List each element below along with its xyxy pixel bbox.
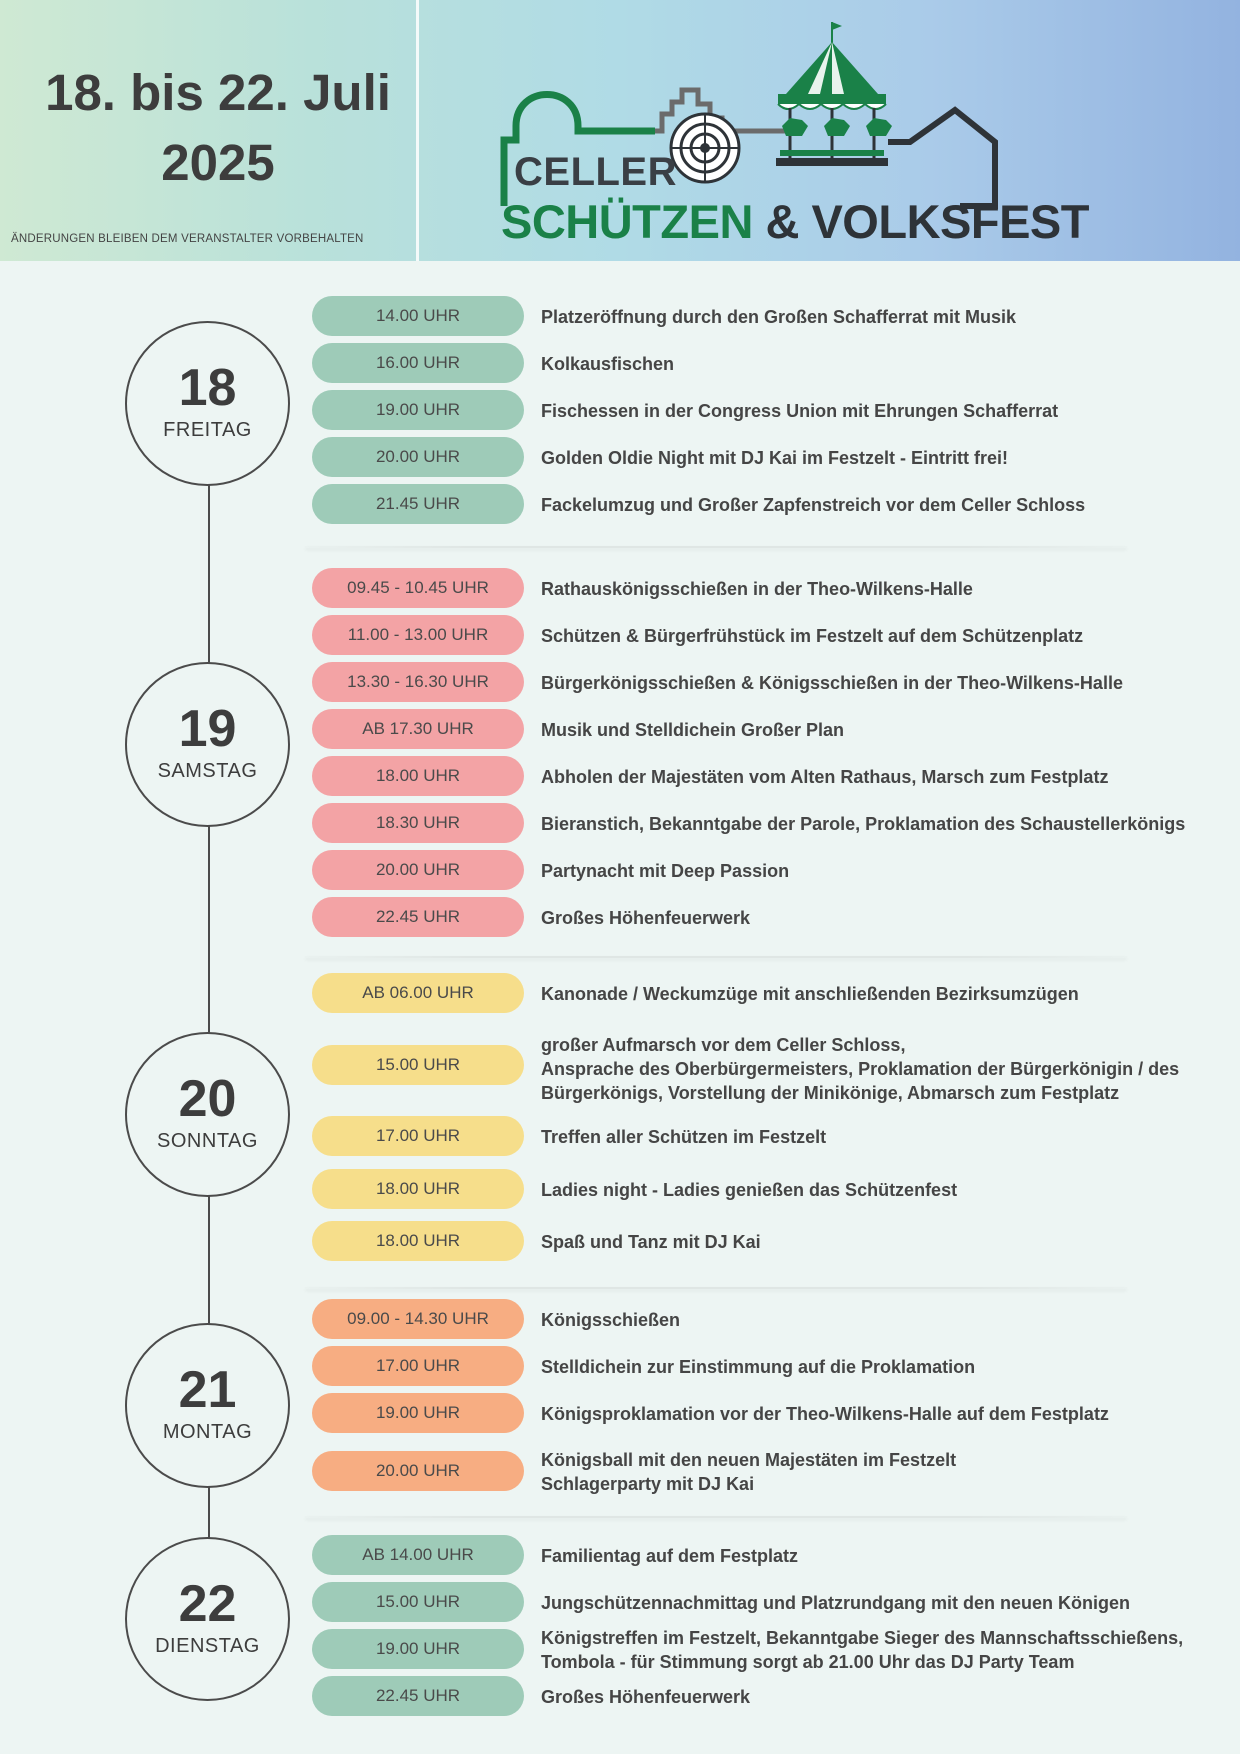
event-row bbox=[312, 1629, 1212, 1671]
time-pill: 18.00 UHR bbox=[312, 1221, 524, 1261]
event-row bbox=[312, 897, 1212, 939]
event-description-line: Königsball mit den neuen Majestäten im Festzelt bbox=[541, 1450, 957, 1470]
event-description: Bieranstich, Bekanntgabe der Parole, Proklamation des Schaustellerkönigs bbox=[541, 814, 1186, 834]
day-number: 20 bbox=[178, 1070, 237, 1128]
section-divider bbox=[305, 956, 1127, 958]
event-description: Bürgerkönigsschießen & Königsschießen in der Theo-Wilkens-Halle bbox=[541, 673, 1123, 693]
event-row bbox=[312, 1221, 1212, 1263]
event-row bbox=[312, 568, 1212, 610]
section-divider bbox=[305, 1287, 1127, 1289]
time-pill: 20.00 UHR bbox=[312, 850, 524, 890]
time-pill: 09.45 - 10.45 UHR bbox=[312, 568, 524, 608]
day-name: SONNTAG bbox=[157, 1130, 258, 1152]
day-circle-19 bbox=[125, 662, 290, 827]
event-description: Königsschießen bbox=[541, 1310, 681, 1330]
event-row bbox=[312, 1169, 1212, 1211]
event-description: Spaß und Tanz mit DJ Kai bbox=[541, 1232, 761, 1252]
event-row bbox=[312, 709, 1212, 751]
date-range: 18. bis 22. Juli bbox=[45, 64, 391, 121]
event-description: Fischessen in der Congress Union mit Ehrungen Schafferrat bbox=[541, 401, 1059, 421]
event-row bbox=[312, 1676, 1212, 1718]
day-number: 19 bbox=[178, 700, 237, 758]
day-name: SAMSTAG bbox=[157, 760, 258, 782]
event-row bbox=[312, 662, 1212, 704]
time-pill: 09.00 - 14.30 UHR bbox=[312, 1299, 524, 1339]
time-pill: 15.00 UHR bbox=[312, 1582, 524, 1622]
event-description: Schützen & Bürgerfrühstück im Festzelt auf dem Schützenplatz bbox=[541, 626, 1084, 646]
event-row bbox=[312, 390, 1212, 432]
event-description: Großes Höhenfeuerwerk bbox=[541, 908, 751, 928]
day-circle-21 bbox=[125, 1323, 290, 1488]
day-number: 22 bbox=[178, 1575, 237, 1633]
event-row bbox=[312, 1035, 1212, 1119]
event-row bbox=[312, 1451, 1212, 1493]
event-row bbox=[312, 1582, 1212, 1624]
event-row bbox=[312, 437, 1212, 479]
event-description: Ladies night - Ladies genießen das Schützenfest bbox=[541, 1180, 958, 1200]
time-pill: AB 14.00 UHR bbox=[312, 1535, 524, 1575]
logo-word-celler: CELLER bbox=[514, 150, 677, 194]
logo-word-volksfest: & VOLKSFEST bbox=[765, 195, 1089, 248]
event-description: Königsproklamation vor der Theo-Wilkens-Halle auf dem Festplatz bbox=[541, 1404, 1109, 1424]
target-icon bbox=[671, 114, 739, 182]
event-description-line: großer Aufmarsch vor dem Celler Schloss, bbox=[541, 1035, 906, 1055]
event-description bbox=[541, 1033, 1179, 1105]
day-name: MONTAG bbox=[162, 1421, 253, 1443]
section-divider bbox=[305, 1516, 1127, 1518]
logo-word-schuetzen: SCHÜTZEN bbox=[501, 195, 753, 248]
event-row bbox=[312, 1393, 1212, 1435]
event-description: Treffen aller Schützen im Festzelt bbox=[541, 1127, 827, 1147]
time-pill: 22.45 UHR bbox=[312, 897, 524, 937]
time-pill: 19.00 UHR bbox=[312, 1393, 524, 1433]
event-row bbox=[312, 296, 1212, 338]
carousel-icon bbox=[776, 22, 892, 166]
event-description: Großes Höhenfeuerwerk bbox=[541, 1687, 751, 1707]
time-pill: 18.30 UHR bbox=[312, 803, 524, 843]
time-pill: AB 06.00 UHR bbox=[312, 973, 524, 1013]
event-row bbox=[312, 1535, 1212, 1577]
day-circle-22 bbox=[125, 1537, 290, 1701]
day-circle-18 bbox=[125, 321, 290, 486]
event-description-line: Tombola - für Stimmung sorgt ab 21.00 Uhr das DJ Party Team bbox=[541, 1652, 1075, 1672]
time-pill: AB 17.30 UHR bbox=[312, 709, 524, 749]
time-pill: 19.00 UHR bbox=[312, 390, 524, 430]
event-description: Familientag auf dem Festplatz bbox=[541, 1546, 799, 1566]
event-description: Musik und Stelldichein Großer Plan bbox=[541, 720, 845, 740]
logo-title bbox=[501, 194, 1089, 249]
event-description: Platzeröffnung durch den Großen Schafferrat mit Musik bbox=[541, 307, 1017, 327]
time-pill: 19.00 UHR bbox=[312, 1629, 524, 1669]
section-divider bbox=[305, 546, 1127, 548]
event-description bbox=[541, 1626, 1183, 1674]
time-pill: 17.00 UHR bbox=[312, 1116, 524, 1156]
event-description bbox=[541, 1448, 956, 1496]
event-row bbox=[312, 484, 1212, 526]
event-row bbox=[312, 343, 1212, 385]
time-pill: 18.00 UHR bbox=[312, 756, 524, 796]
time-pill: 20.00 UHR bbox=[312, 1451, 524, 1491]
year: 2025 bbox=[161, 134, 275, 191]
event-description: Kolkausfischen bbox=[541, 354, 675, 374]
header-divider bbox=[416, 0, 419, 261]
time-pill: 14.00 UHR bbox=[312, 296, 524, 336]
day-name: DIENSTAG bbox=[155, 1635, 260, 1657]
event-row bbox=[312, 1116, 1212, 1158]
festival-logo bbox=[490, 14, 1100, 249]
header-banner bbox=[0, 0, 1240, 261]
event-description-line: Ansprache des Oberbürgermeisters, Proklamation der Bürgerkönigin / des bbox=[541, 1059, 1180, 1079]
day-name: FREITAG bbox=[163, 419, 252, 441]
event-description: Partynacht mit Deep Passion bbox=[541, 861, 790, 881]
event-row bbox=[312, 850, 1212, 892]
house-outline-icon bbox=[888, 110, 995, 206]
event-description: Golden Oldie Night mit DJ Kai im Festzelt - Eintritt frei! bbox=[541, 448, 1009, 468]
event-description: Stelldichein zur Einstimmung auf die Proklamation bbox=[541, 1357, 976, 1377]
time-pill: 22.45 UHR bbox=[312, 1676, 524, 1716]
time-pill: 11.00 - 13.00 UHR bbox=[312, 615, 524, 655]
time-pill: 15.00 UHR bbox=[312, 1045, 524, 1085]
day-number: 18 bbox=[178, 359, 237, 417]
time-pill: 16.00 UHR bbox=[312, 343, 524, 383]
event-description: Jungschützennachmittag und Platzrundgang mit den neuen Königen bbox=[541, 1593, 1131, 1613]
event-description: Kanonade / Weckumzüge mit anschließenden Bezirksumzügen bbox=[541, 984, 1079, 1004]
event-row bbox=[312, 973, 1212, 1015]
time-pill: 18.00 UHR bbox=[312, 1169, 524, 1209]
event-description-line: Schlagerparty mit DJ Kai bbox=[541, 1474, 755, 1494]
event-row bbox=[312, 756, 1212, 798]
event-description: Fackelumzug und Großer Zapfenstreich vor dem Celler Schloss bbox=[541, 495, 1086, 515]
time-pill: 21.45 UHR bbox=[312, 484, 524, 524]
time-pill: 17.00 UHR bbox=[312, 1346, 524, 1386]
event-description: Rathauskönigsschießen in der Theo-Wilkens-Halle bbox=[541, 579, 973, 599]
event-row bbox=[312, 803, 1212, 845]
event-description: Abholen der Majestäten vom Alten Rathaus, Marsch zum Festplatz bbox=[541, 767, 1109, 787]
time-pill: 20.00 UHR bbox=[312, 437, 524, 477]
event-row bbox=[312, 615, 1212, 657]
disclaimer-text: ÄNDERUNGEN BLEIBEN DEM VERANSTALTER VORBEHALTEN bbox=[11, 233, 364, 245]
event-description-line: Königstreffen im Festzelt, Bekanntgabe Sieger des Mannschaftsschießens, bbox=[541, 1628, 1184, 1648]
day-circle-20 bbox=[125, 1032, 290, 1197]
event-row bbox=[312, 1346, 1212, 1388]
event-date-title bbox=[0, 58, 436, 198]
day-number: 21 bbox=[178, 1361, 237, 1419]
time-pill: 13.30 - 16.30 UHR bbox=[312, 662, 524, 702]
event-row bbox=[312, 1299, 1212, 1341]
event-description-line: Bürgerkönigs, Vorstellung der Minikönige, Abmarsch zum Festplatz bbox=[541, 1083, 1120, 1103]
